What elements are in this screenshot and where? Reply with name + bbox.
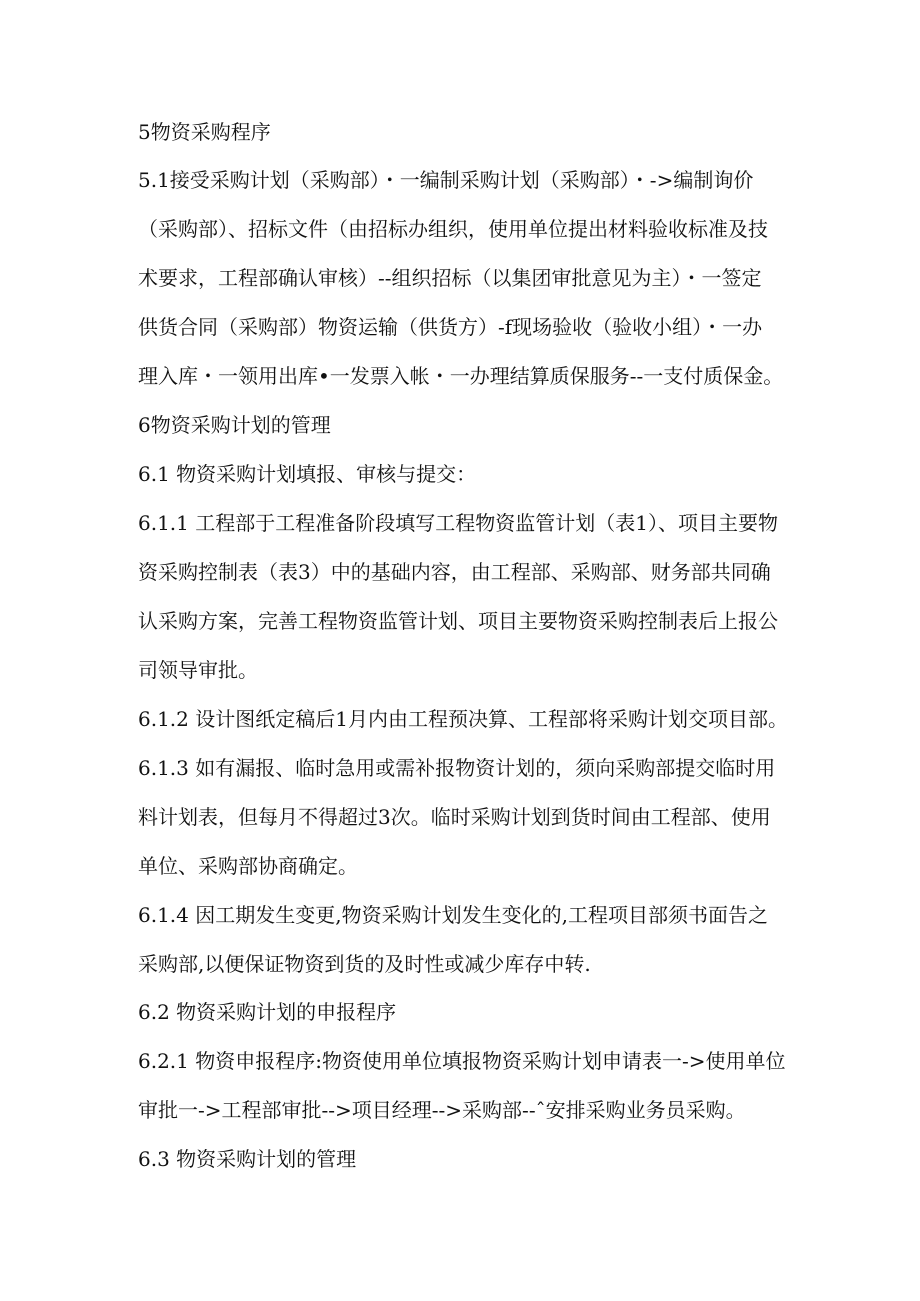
paragraph-line: 6.1.1 工程部于工程准备阶段填写工程物资监管计划（表1）、项目主要物 bbox=[138, 511, 778, 535]
section-6-heading: 6物资采购计划的管理 bbox=[138, 413, 331, 437]
paragraph-line: 6.1.3 如有漏报、临时急用或需补报物资计划的，须向采购部提交临时用 bbox=[138, 756, 776, 780]
paragraph-line: 6.2.1 物资申报程序:物资使用单位填报物资采购计划申请表一->使用单位 bbox=[138, 1049, 786, 1073]
paragraph-line: 审批一->工程部审批-->项目经理-->采购部--ˆ安排采购业务员采购。 bbox=[138, 1098, 746, 1122]
section-6-2-heading: 6.2 物资采购计划的申报程序 bbox=[138, 1000, 397, 1024]
paragraph-line: 采购部,以便保证物资到货的及时性或减少库存中转. bbox=[138, 952, 591, 976]
paragraph-line: 供货合同（采购部）物资运输（供货方）-f现场验收（验收小组）・一办 bbox=[138, 315, 763, 339]
paragraph-line: 术要求，工程部确认审核）--组织招标（以集团审批意见为主）・一签定 bbox=[138, 266, 762, 290]
section-6-3-heading: 6.3 物资采购计划的管理 bbox=[138, 1147, 357, 1171]
paragraph-line: 5.1接受采购计划（采购部）・一编制采购计划（采购部）・->编制询价 bbox=[138, 168, 754, 192]
paragraph-line: 单位、采购部协商确定。 bbox=[138, 854, 358, 878]
section-5-heading: 5物资采购程序 bbox=[138, 120, 271, 144]
paragraph-line: 资采购控制表（表3）中的基础内容，由工程部、采购部、财务部共同确 bbox=[138, 560, 771, 584]
paragraph-line: 6.1.2 设计图纸定稿后1月内由工程预决算、工程部将采购计划交项目部。 bbox=[138, 707, 788, 731]
paragraph-line: 理入库・一领用出库•一发票入帐・一办理结算质保服务--一支付质保金。 bbox=[138, 364, 784, 388]
section-6-1-heading: 6.1 物资采购计划填报、审核与提交： bbox=[138, 462, 477, 486]
paragraph-line: 6.1.4 因工期发生变更,物资采购计划发生变化的,工程项目部须书面告之 bbox=[138, 903, 768, 927]
paragraph-line: 认采购方案，完善工程物资监管计划、项目主要物资采购控制表后上报公 bbox=[138, 609, 778, 633]
paragraph-line: （采购部）、招标文件（由招标办组织，使用单位提出材料验收标准及技 bbox=[138, 217, 768, 241]
paragraph-line: 料计划表，但每月不得超过3次。临时采购计划到货时间由工程部、使用 bbox=[138, 805, 771, 829]
paragraph-line: 司领导审批。 bbox=[138, 658, 258, 682]
